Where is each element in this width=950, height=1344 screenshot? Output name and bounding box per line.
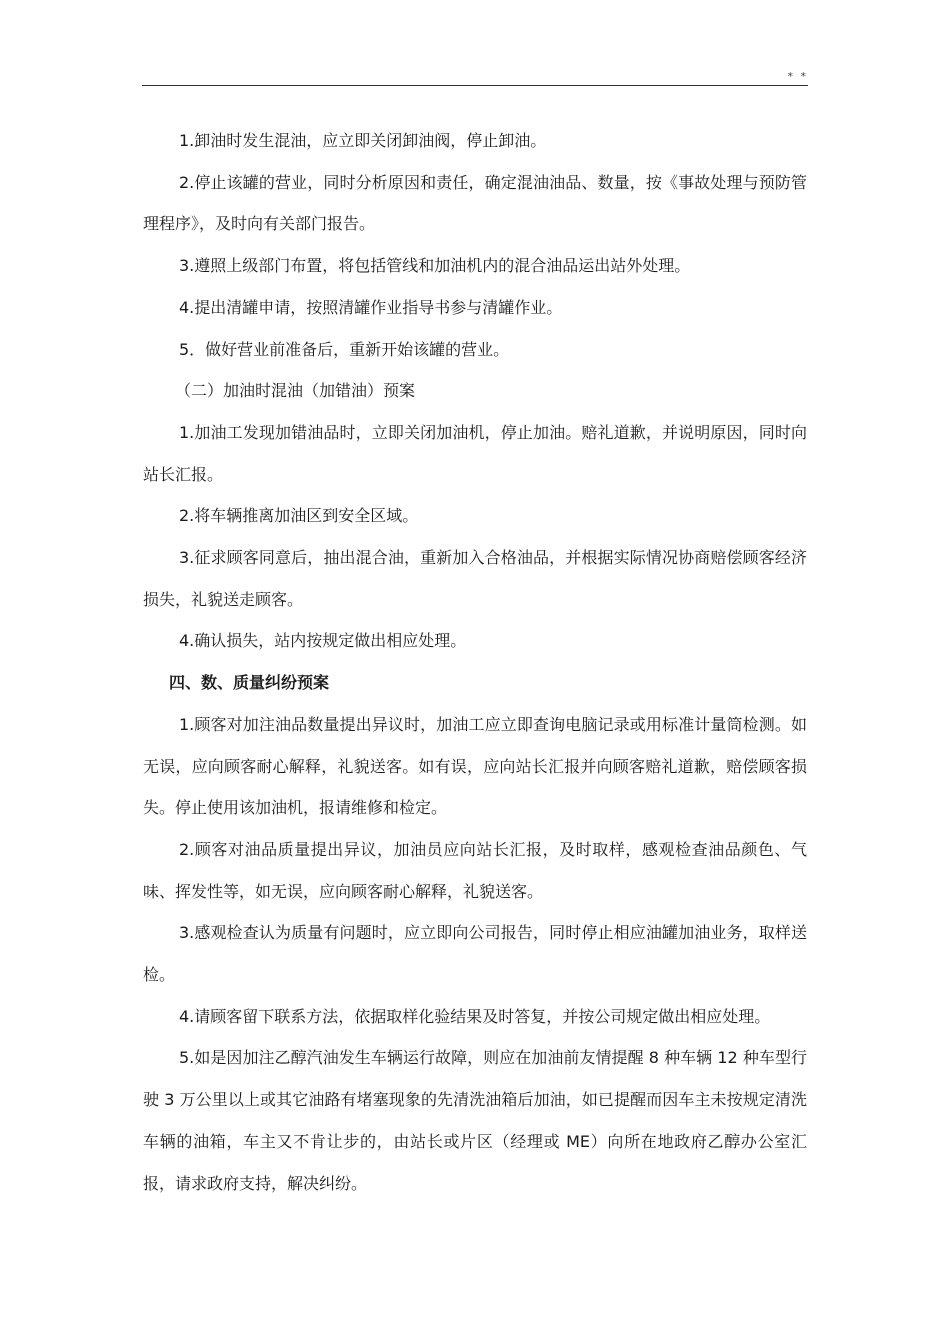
paragraph: 3.遵照上级部门布置，将包括管线和加油机内的混合油品运出站外处理。	[179, 256, 691, 276]
section-heading: 四、数、质量纠纷预案	[169, 673, 330, 693]
header-divider	[142, 85, 808, 86]
document-body	[143, 120, 807, 1204]
paragraph: 2.将车辆推离加油区到安全区域。	[179, 506, 419, 526]
page-header-mark: * *	[787, 70, 808, 83]
paragraph: 1.卸油时发生混油，应立即关闭卸油阀，停止卸油。	[179, 131, 547, 150]
paragraph: 1.顾客对加注油品数量提出异议时，加油工应立即查询电脑记录或用标准计量筒检测。如无误，应向顾客耐心解释，礼貌送客。如有误，应向站长汇报并向顾客赔礼道歉，赔偿顾客损失。停止使用该加油机，报请维修和检定。	[143, 714, 807, 818]
paragraph: 1.加油工发现加错油品时，立即关闭加油机，停止加油。赔礼道歉，并说明原因，同时向站长汇报。	[143, 422, 807, 484]
paragraph: 3.感观检查认为质量有问题时，应立即向公司报告，同时停止相应油罐加油业务，取样送检。	[143, 923, 807, 985]
paragraph: 5．做好营业前准备后，重新开始该罐的营业。	[179, 339, 510, 359]
paragraph: 4.提出清罐申请，按照清罐作业指导书参与清罐作业。	[179, 297, 563, 317]
section-subheading: （二）加油时混油（加错油）预案	[175, 381, 416, 401]
paragraph: 2.顾客对油品质量提出异议，加油员应向站长汇报，及时取样，感观检查油品颜色、气味、挥发性等，如无误，应向顾客耐心解释，礼貌送客。	[143, 839, 807, 901]
paragraph: 4.确认损失，站内按规定做出相应处理。	[179, 631, 467, 651]
paragraph: 3.征求顾客同意后，抽出混合油，重新加入合格油品，并根据实际情况协商赔偿顾客经济损失，礼貌送走顾客。	[143, 548, 807, 609]
paragraph: 5.如是因加注乙醇汽油发生车辆运行故障，则应在加油前友情提醒 8 种车辆 12 种车型行驶 3 万公里以上或其它油路有堵塞现象的先清洗油箱后加油，如已提醒而因车主未按规定清洗车辆的油箱，车主又不肯让步的，由站长或片区（经理或 ME）向所在地政府乙醇办公室汇报，请求政府支持，解决纠纷。	[143, 1048, 807, 1193]
paragraph: 4.请顾客留下联系方法，依据取样化验结果及时答复，并按公司规定做出相应处理。	[179, 1006, 771, 1026]
paragraph: 2.停止该罐的营业，同时分析原因和责任，确定混油油品、数量，按《事故处理与预防管理程序》，及时向有关部门报告。	[143, 172, 807, 234]
